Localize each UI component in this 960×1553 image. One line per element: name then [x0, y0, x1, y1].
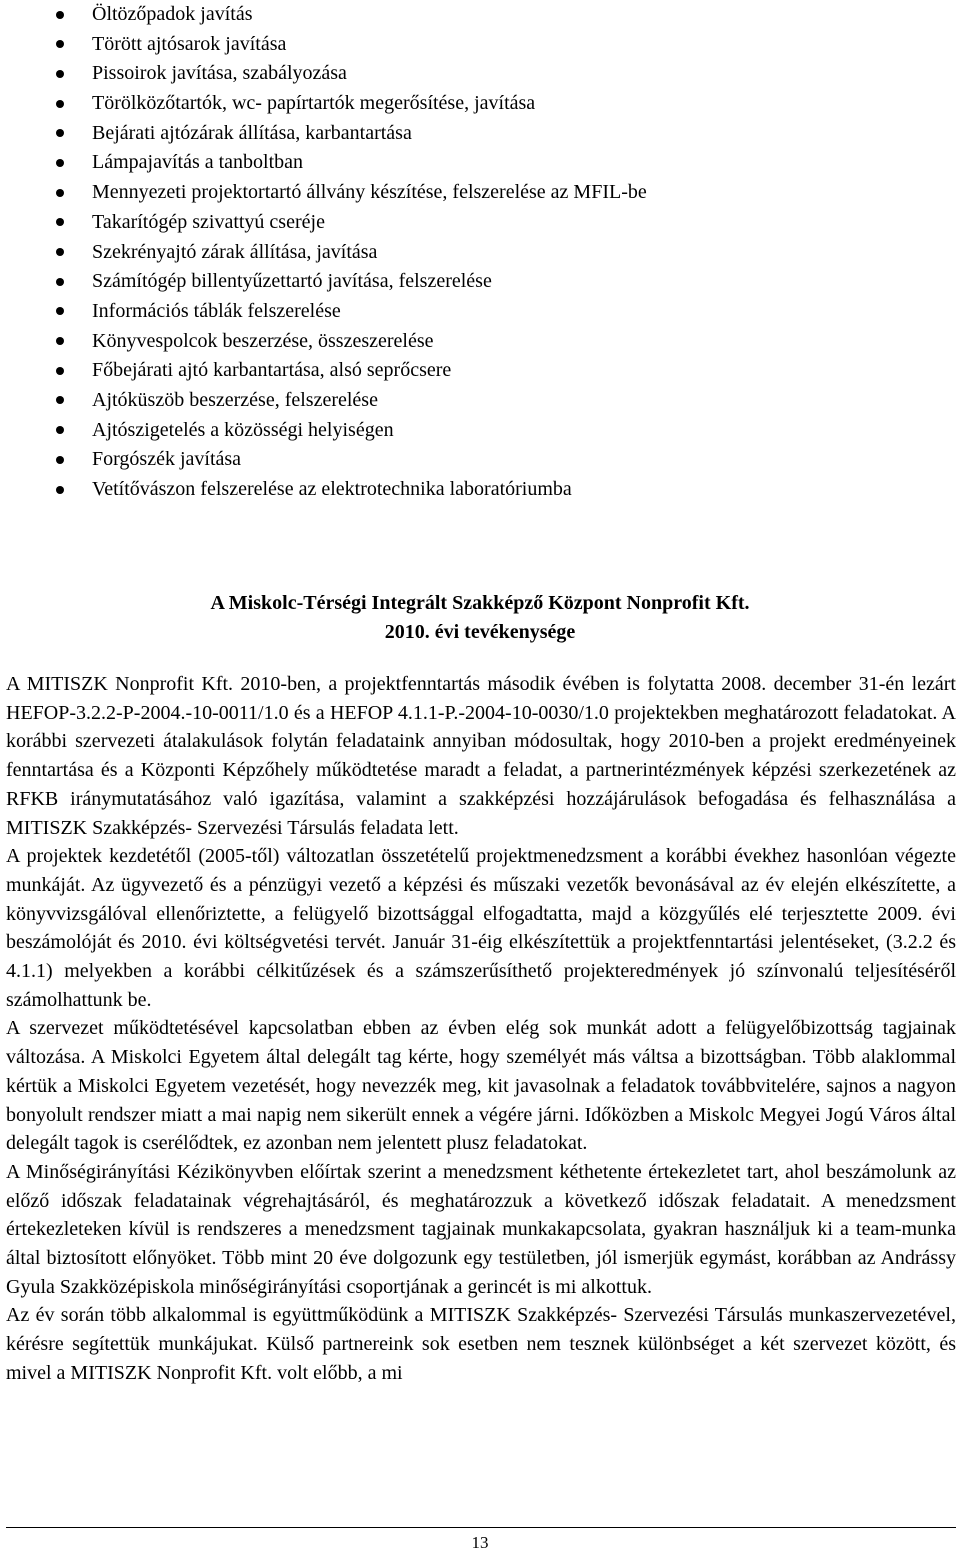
list-item [0, 59, 960, 89]
list-item [0, 0, 960, 30]
section-title: A Miskolc-Térségi Integrált Szakképző Központ Nonprofit Kft. [210, 592, 750, 614]
list-item-text: Főbejárati ajtó karbantartása, alsó seprőcsere [92, 359, 452, 382]
bullet-icon [56, 396, 64, 404]
list-item-text: Mennyezeti projektortartó állvány készítése, felszerelése az MFIL-be [92, 181, 647, 204]
list-item-text: Törölközőtartók, wc- papírtartók megerősítése, javítása [92, 92, 536, 115]
list-item-text: Lámpajavítás a tanboltban [92, 151, 304, 174]
paragraph: A Minőségirányítási Kézikönyvben előírtak szerint a menedzsment kéthetente értekezletet tart, ahol beszámolunk az előző időszak feladatainak végrehajtásáról, és meghatározzuk a következő időszak feladatait. A menedzsment értekezleteken kívül is rendszeres a menedzsment tagjainak munkakapcsolata, gyakran használjuk ki a team-munka által biztosított előnyöket. Több mint 20 éve dolgozunk egy testületben, jól ismerjük egymást, korábban az Andrássy Gyula Szakközépiskola minőségirányítási csoportjának a gerincét is mi alkottuk. [6, 1160, 956, 1298]
bullet-icon [56, 189, 64, 197]
list-item-text: Ajtószigetelés a közösségi helyiségen [92, 418, 394, 441]
bullet-icon [56, 129, 64, 137]
section-subtitle: 2010. évi tevékenysége [384, 621, 576, 643]
list-item [0, 208, 960, 238]
bullet-icon [56, 40, 64, 48]
list-item [0, 148, 960, 178]
paragraph: Az év során több alkalommal is együttműködünk a MITISZK Szakképzés- Szervezési Társulás munkaszervezetével, kérésre segítettük munkájukat. Külső partnereink sok esetben nem tesznek különbséget a két szervezet között, és mivel a MITISZK Nonprofit Kft. volt előbb, a mi [6, 1304, 956, 1384]
bullet-icon [56, 248, 64, 256]
list-item-text: Vetítővászon felszerelése az elektrotechnika laboratóriumba [92, 478, 572, 500]
bullet-icon [56, 367, 64, 375]
bullet-icon [56, 159, 64, 167]
list-item [0, 297, 960, 327]
list-item [0, 267, 960, 297]
list-item [0, 89, 960, 119]
list-item-text: Takarítógép szivattyú cseréje [92, 210, 325, 233]
bullet-icon [56, 100, 64, 108]
paragraph: A szervezet működtetésével kapcsolatban ebben az évben elég sok munkát adott a felügyelőbizottság tagjainak változása. A Miskolci Egyetem által delegált tag kérte, hogy személyét más váltsa a bizottságban. Több alaklommal kértük a Miskolci Egyetem vezetését, hogy nevezzék meg, kit javasolnak a feladatok továbbvitelére, sajnos a nagyon bonyolult rendszer miatt a mai napig nem sikerült ennek a végére járni. Időközben a Miskolc Megyei Jogú Város által delegált tagok is cserélődtek, ez azonban nem jelentett plusz feladatokat. [6, 1017, 956, 1155]
bullet-icon [56, 278, 64, 286]
list-item [0, 178, 960, 208]
paragraph: A MITISZK Nonprofit Kft. 2010-ben, a projektfenntartás második évében is folytatta 2008. december 31-én lezárt HEFOP-3.2.2-P-2004.-10-0011/1.0 és a HEFOP 4.1.1-P.-2004-10-0030/1.0 projektekben meghatározott feladatokat. A korábbi szervezeti átalakulások folytán feladataink annyiban módosultak, hogy 2010-ben a projekt eredményeinek fenntartása és a Központi Képzőhely működtetése maradt a feladat, a partnerintézmények képzési szerkezetének az RFKB iránymutatásához való igazítása, valamint a szakképzési hozzájárulások befogadása és felhasználása a MITISZK Szakképzés- Szervezési Társulás feladata lett. [6, 673, 956, 839]
bullet-icon [56, 426, 64, 434]
list-item-text: Öltözőpadok javítás [92, 3, 253, 25]
list-item [0, 416, 960, 446]
bullet-icon [56, 218, 64, 226]
list-item [0, 238, 960, 268]
list-item [0, 356, 960, 386]
list-item [0, 30, 960, 60]
list-item [0, 475, 960, 505]
bullet-icon [56, 337, 64, 345]
bullet-icon [56, 70, 64, 78]
list-item [0, 445, 960, 475]
list-item-text: Forgószék javítása [92, 448, 242, 471]
list-item-text: Számítógép billentyűzettartó javítása, felszerelése [92, 270, 492, 293]
bullet-icon [56, 486, 64, 494]
list-item [0, 119, 960, 149]
list-item-text: Könyvespolcok beszerzése, összeszerelése [92, 329, 434, 352]
paragraph: A projektek kezdetétől (2005-től) változatlan összetételű projektmenedzsment a korábbi évekhez hasonlóan végezte munkáját. Az ügyvezető és a pénzügyi vezető a képzési és műszaki vezetők bevonásával az év elején elkészítette, a könyvvizsgálóval ellenőriztette, a felügyelő bizottsággal elfogadtatta, majd a közgyűlés elé terjesztette 2009. évi beszámolóját és 2010. évi költségvetési tervét. Január 31-éig elkészítettük a projektfenntartási jelentéseket, (3.2.2 és 4.1.1) melyekben a korábbi célkitűzések és a számszerűsíthető projekteredmények jó színvonalú teljesítéséről számolhattunk be. [6, 845, 956, 1011]
body-text [6, 670, 956, 1388]
list-item-text: Törött ajtósarok javítása [92, 32, 287, 55]
list-item-text: Szekrényajtó zárak állítása, javítása [92, 240, 378, 263]
bullet-icon [56, 11, 64, 19]
list-item [0, 386, 960, 416]
list-item-text: Információs táblák felszerelése [92, 299, 341, 322]
page-number: 13 [471, 1533, 489, 1552]
list-item [0, 327, 960, 357]
list-item-text: Pissoirok javítása, szabályozása [92, 62, 347, 85]
list-item-text: Ajtóküszöb beszerzése, felszerelése [92, 388, 378, 411]
task-bullet-list [0, 0, 960, 505]
footer-divider [6, 1527, 956, 1528]
bullet-icon [56, 456, 64, 464]
list-item-text: Bejárati ajtózárak állítása, karbantartása [92, 121, 412, 144]
bullet-icon [56, 307, 64, 315]
